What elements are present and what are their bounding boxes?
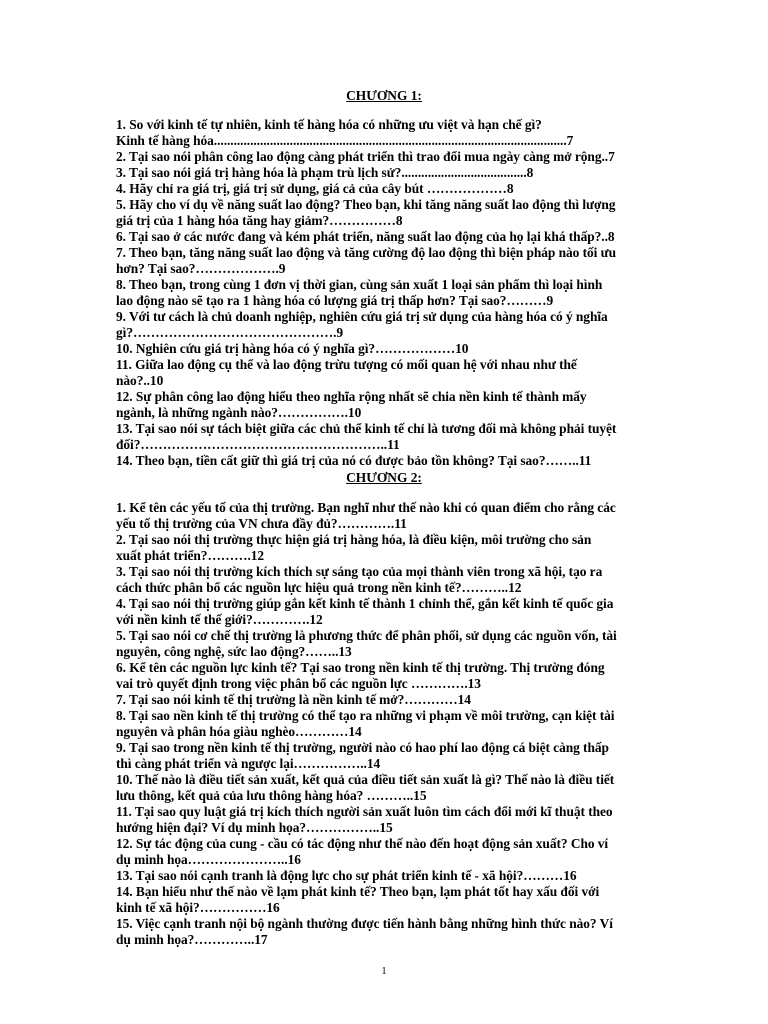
list-item: lưu thông, kết quả của lưu thông hàng hóa? ………..15 — [116, 788, 427, 803]
list-item: nào?..10 — [116, 373, 164, 388]
list-item: 14. Theo bạn, tiền cất giữ thì giá trị của nó có được bảo tồn không? Tại sao?……..11 — [116, 453, 592, 468]
list-item: 6. Kể tên các nguồn lực kinh tế? Tại sao trong nền kinh tế thị trường. Thị trường đóng — [116, 660, 605, 675]
page-number: 1 — [381, 966, 387, 977]
list-item: 9. Với tư cách là chủ doanh nghiệp, nghiên cứu giá trị sử dụng của hàng hóa có ý nghĩa — [116, 309, 608, 324]
list-item: cách thức phân bổ các nguồn lực hiệu quả trong nền kinh tế?………..12 — [116, 580, 522, 595]
list-item: 11. Tại sao quy luật giá trị kích thích người sản xuất luôn tìm cách đổi mới kĩ thuật theo — [116, 804, 613, 819]
list-item: Kinh tế hàng hóa...........................................................................................................7 — [116, 133, 574, 148]
list-item: 5. Tại sao nói cơ chế thị trường là phương thức để phân phối, sử dụng các nguồn vốn, tài — [116, 628, 617, 643]
chapter-1-heading: CHƯƠNG 1: — [346, 88, 422, 103]
list-item: 13. Tại sao nói cạnh tranh là động lực cho sự phát triển kinh tế - xã hội?………16 — [116, 868, 577, 883]
list-item: 15. Việc cạnh tranh nội bộ ngành thường được tiến hành bằng những hình thức nào? Ví — [116, 916, 613, 931]
list-item: 12. Sự tác động của cung - cầu có tác động như thế nào đến hoạt động sản xuất? Cho ví — [116, 836, 609, 851]
list-item: xuất phát triển?……….12 — [116, 548, 265, 563]
list-item: 1. So với kinh tế tự nhiên, kinh tế hàng hóa có những ưu việt và hạn chế gì? — [116, 117, 542, 132]
list-item: 7. Theo bạn, tăng năng suất lao động và tăng cường độ lao động thì biện pháp nào tối ưu — [116, 245, 616, 260]
list-item: 12. Sự phân công lao động hiểu theo nghĩa rộng nhất sẽ chia nền kinh tế thành mấy — [116, 389, 587, 404]
list-item: gì?……………………………………….9 — [116, 325, 344, 340]
list-item: 8. Tại sao nền kinh tế thị trường có thể tạo ra những vi phạm về môi trường, cạn kiệt tài — [116, 708, 615, 723]
list-item: 8. Theo bạn, trong cùng 1 đơn vị thời gian, cùng sản xuất 1 loại sản phẩm thì loại hình — [116, 277, 603, 292]
list-item: giá trị của 1 hàng hóa tăng hay giảm?……………8 — [116, 213, 403, 228]
list-item: 2. Tại sao nói phân công lao động càng phát triển thì trao đổi mua ngày càng mở rộng..7 — [116, 149, 615, 164]
list-item: yếu tố thị trường của VN chưa đầy đủ?………….11 — [116, 516, 407, 531]
chapter-2-question-list — [116, 500, 661, 948]
list-item: 4. Hãy chỉ ra giá trị, giá trị sử dụng, giá cả của cây bút ………………8 — [116, 181, 514, 196]
list-item: vai trò quyết định trong việc phân bổ các nguồn lực ………….13 — [116, 676, 481, 691]
list-item: dụ minh họa…………………..16 — [116, 852, 301, 867]
list-item: dụ minh họa?…………..17 — [116, 932, 268, 947]
list-item: ngành, là những ngành nào?…………….10 — [116, 405, 362, 420]
list-item: 5. Hãy cho ví dụ về năng suất lao động? Theo bạn, khi tăng năng suất lao động thì lượng — [116, 197, 616, 212]
list-item: thì càng phát triển và ngược lại……………..14 — [116, 756, 381, 771]
list-item: kinh tế xã hội?……………16 — [116, 900, 280, 915]
list-item: 2. Tại sao nói thị trường thực hiện giá trị hàng hóa, là điều kiện, môi trường cho sản — [116, 532, 592, 547]
list-item: 10. Thế nào là điều tiết sản xuất, kết quả của điều tiết sản xuất là gì? Thế nào là điều tiết — [116, 772, 615, 787]
list-item: 6. Tại sao ở các nước đang và kém phát triển, năng suất lao động của họ lại khá thấp?..8 — [116, 229, 615, 244]
list-item: 10. Nghiên cứu giá trị hàng hóa có ý nghĩa gì?………………10 — [116, 341, 469, 356]
list-item: 3. Tại sao nói thị trường kích thích sự sáng tạo của mọi thành viên trong xã hội, tạo ra — [116, 564, 603, 579]
list-item: 14. Bạn hiểu như thế nào về lạm phát kinh tế? Theo bạn, lạm phát tốt hay xấu đối với — [116, 884, 600, 899]
list-item: 13. Tại sao nói sự tách biệt giữa các chủ thể kinh tế chỉ là tương đối mà không phải tuyệt — [116, 421, 617, 436]
list-item: 9. Tại sao trong nền kinh tế thị trường, người nào có hao phí lao động cá biệt càng thấp — [116, 740, 609, 755]
list-item: 1. Kể tên các yếu tố của thị trường. Bạn nghĩ như thế nào khi có quan điểm cho rằng các — [116, 500, 616, 515]
chapter-1-question-list — [116, 117, 661, 469]
list-item: đối?………………………………………………..11 — [116, 437, 400, 452]
list-item: 3. Tại sao nói giá trị hàng hóa là phạm trù lịch sử?......................................8 — [116, 165, 534, 180]
list-item: hướng hiện đại? Ví dụ minh họa?……………..15 — [116, 820, 393, 835]
list-item: hơn? Tại sao?……………….9 — [116, 261, 286, 276]
chapter-2-heading: CHƯƠNG 2: — [346, 470, 422, 485]
list-item: 11. Giữa lao động cụ thể và lao động trừu tượng có mối quan hệ với nhau như thế — [116, 357, 577, 372]
list-item: 7. Tại sao nói kinh tế thị trường là nền kinh tế mở?…………14 — [116, 692, 471, 707]
list-item: lao động nào sẽ tạo ra 1 hàng hóa có lượng giá trị thấp hơn? Tại sao?………9 — [116, 293, 554, 308]
list-item: nguyên và phân hóa giàu nghèo…………14 — [116, 724, 362, 739]
list-item: với nền kinh tế thế giới?………….12 — [116, 612, 323, 627]
list-item: 4. Tại sao nói thị trường giúp gắn kết kinh tế thành 1 chỉnh thể, gắn kết kinh tế quốc gia — [116, 596, 614, 611]
list-item: nguyên, công nghệ, sức lao động?……..13 — [116, 644, 352, 659]
